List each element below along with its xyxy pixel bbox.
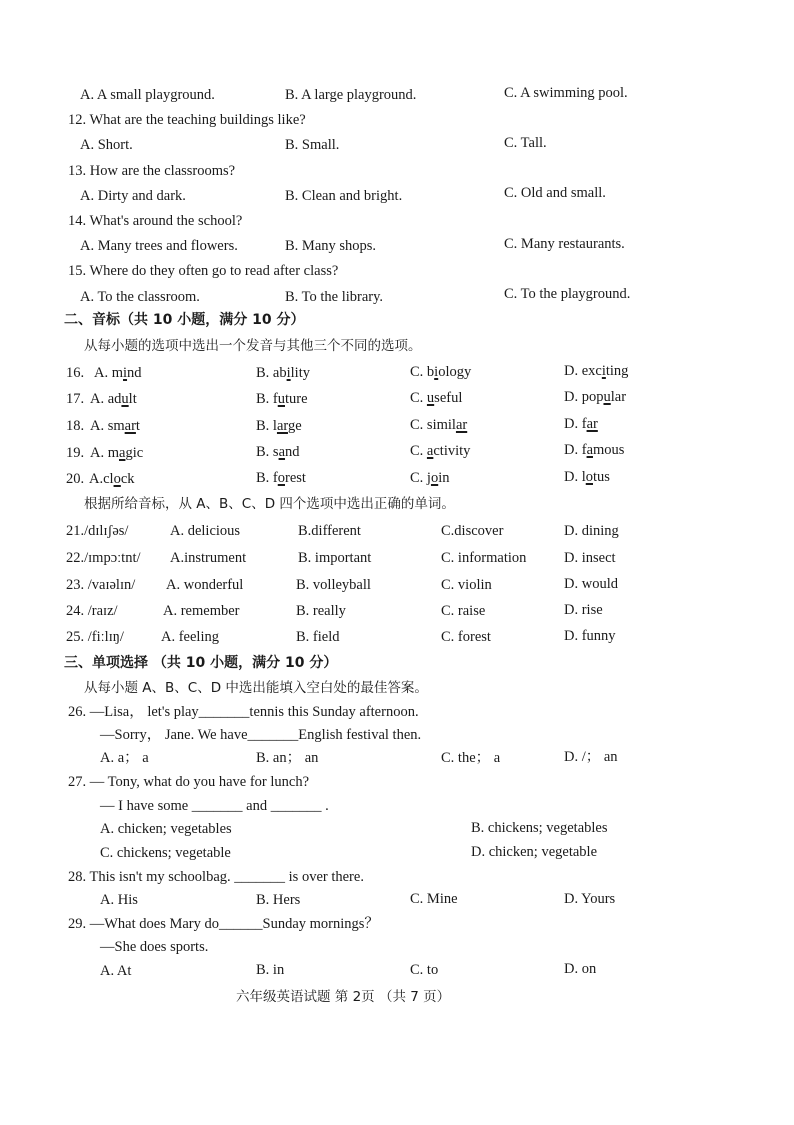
q22-option-a: A.instrument xyxy=(170,550,247,566)
q20-option-c: C. join xyxy=(410,470,450,486)
q20-option-a: A.clock xyxy=(89,471,135,487)
q17-option-a: A. adult xyxy=(90,391,137,407)
q21-option-a: A. delicious xyxy=(170,523,241,539)
q11-option-b: B. A large playground. xyxy=(285,87,417,103)
q28-option-d: D. Yours xyxy=(564,891,616,907)
q21-option-c: C.discover xyxy=(441,523,504,539)
q25-option-d: D. funny xyxy=(564,628,616,644)
section2-title: 二、音标（共 10 小题，满分 10 分） xyxy=(64,312,305,328)
q25-option-c: C. forest xyxy=(441,629,491,645)
q16-option-d: D. exciting xyxy=(564,363,629,379)
q26-stem: 26. —Lisa， let's play_______tennis this Sunday afternoon. xyxy=(68,704,419,720)
q15-option-c: C. To the playground. xyxy=(504,286,631,302)
q28-option-b: B. Hers xyxy=(256,892,301,908)
q17-number: 17. xyxy=(66,391,85,407)
q22-option-d: D. insect xyxy=(564,550,616,566)
q27-reply: — I have some _______ and _______ . xyxy=(100,798,329,814)
q29-option-a: A. At xyxy=(100,963,132,979)
q17-option-b: B. future xyxy=(256,391,308,407)
q28-option-a: A. His xyxy=(100,892,138,908)
q19-option-a: A. magic xyxy=(90,445,144,461)
q16-option-c: C. biology xyxy=(410,364,472,380)
q23-option-a: A. wonderful xyxy=(166,577,244,593)
q18-option-d: D. far xyxy=(564,416,598,432)
q29-option-d: D. on xyxy=(564,961,597,977)
q24-option-d: D. rise xyxy=(564,602,603,618)
q22-option-c: C. information xyxy=(441,550,527,566)
section2-instruction-2: 根据所给音标，从 A、B、C、D 四个选项中选出正确的单词。 xyxy=(84,496,455,512)
q12-option-c: C. Tall. xyxy=(504,135,547,151)
q15-option-b: B. To the library. xyxy=(285,289,384,305)
q27-option-b: B. chickens; vegetables xyxy=(471,820,608,836)
q14-option-a: A. Many trees and flowers. xyxy=(80,238,238,254)
q26-option-a: A. a； a xyxy=(100,750,149,766)
q29-option-c: C. to xyxy=(410,962,439,978)
q29-stem: 29. —What does Mary do______Sunday mornings？ xyxy=(68,916,379,932)
section3-title: 三、单项选择 （共 10 小题，满分 10 分） xyxy=(64,655,338,671)
q12-stem: 12. What are the teaching buildings like? xyxy=(68,112,306,128)
q12-option-a: A. Short. xyxy=(80,137,133,153)
q14-stem: 14. What's around the school? xyxy=(68,213,243,229)
q19-option-d: D. famous xyxy=(564,442,625,458)
q19-number: 19. xyxy=(66,445,85,461)
q25-option-b: B. field xyxy=(296,629,340,645)
q18-number: 18. xyxy=(66,418,85,434)
q20-option-d: D. lotus xyxy=(564,469,610,485)
q12-option-b: B. Small. xyxy=(285,137,340,153)
q27-option-c: C. chickens; vegetable xyxy=(100,845,231,861)
q17-option-c: C. useful xyxy=(410,390,463,406)
q13-stem: 13. How are the classrooms? xyxy=(68,163,236,179)
q22-number: 22./ɪmpɔːtnt/ xyxy=(66,550,141,566)
q23-number: 23. /vaɪəlɪn/ xyxy=(66,577,136,593)
q13-option-c: C. Old and small. xyxy=(504,185,606,201)
q26-reply: —Sorry， Jane. We have_______English festival then. xyxy=(100,727,422,743)
q18-option-a: A. smart xyxy=(90,418,140,434)
q16-option-a: A. mind xyxy=(94,365,142,381)
q14-option-c: C. Many restaurants. xyxy=(504,236,625,252)
q11-option-a: A. A small playground. xyxy=(80,87,215,103)
q24-number: 24. /raɪz/ xyxy=(66,603,118,619)
q23-option-c: C. violin xyxy=(441,577,492,593)
q14-option-b: B. Many shops. xyxy=(285,238,377,254)
q23-option-d: D. would xyxy=(564,576,618,592)
q16-number: 16. xyxy=(66,365,85,381)
q21-option-d: D. dining xyxy=(564,523,619,539)
q11-option-c: C. A swimming pool. xyxy=(504,85,628,101)
q15-option-a: A. To the classroom. xyxy=(80,289,200,305)
q19-option-c: C. activity xyxy=(410,443,471,459)
section3-instruction: 从每小题 A、B、C、D 中选出能填入空白处的最佳答案。 xyxy=(84,680,428,696)
q28-stem: 28. This isn't my schoolbag. _______ is over there. xyxy=(68,869,364,885)
q22-option-b: B. important xyxy=(298,550,372,566)
q24-option-b: B. really xyxy=(296,603,346,619)
q13-option-a: A. Dirty and dark. xyxy=(80,188,186,204)
q27-option-a: A. chicken; vegetables xyxy=(100,821,232,837)
q18-option-c: C. similar xyxy=(410,417,468,433)
q23-option-b: B. volleyball xyxy=(296,577,371,593)
q20-number: 20. xyxy=(66,471,85,487)
q21-number: 21./dɪlɪʃəs/ xyxy=(66,523,129,539)
q29-reply: —She does sports. xyxy=(100,939,209,955)
q18-option-b: B. large xyxy=(256,418,302,434)
q13-option-b: B. Clean and bright. xyxy=(285,188,403,204)
q24-option-a: A. remember xyxy=(163,603,240,619)
q29-option-b: B. in xyxy=(256,962,285,978)
q16-option-b: B. ability xyxy=(256,365,310,381)
q27-option-d: D. chicken; vegetable xyxy=(471,844,598,860)
section2-instruction-1: 从每小题的选项中选出一个发音与其他三个不同的选项。 xyxy=(84,338,422,354)
q25-number: 25. /fiːlɪŋ/ xyxy=(66,629,124,645)
q17-option-d: D. popular xyxy=(564,389,627,405)
q28-option-c: C. Mine xyxy=(410,891,458,907)
q21-option-b: B.different xyxy=(298,523,361,539)
q19-option-b: B. sand xyxy=(256,444,300,460)
q27-stem: 27. — Tony, what do you have for lunch? xyxy=(68,774,310,790)
q25-option-a: A. feeling xyxy=(161,629,219,645)
q15-stem: 15. Where do they often go to read after class? xyxy=(68,263,339,279)
q26-option-c: C. the； a xyxy=(441,750,501,766)
q20-option-b: B. forest xyxy=(256,470,306,486)
q26-option-b: B. an； an xyxy=(256,750,319,766)
q24-option-c: C. raise xyxy=(441,603,486,619)
q26-option-d: D. /； an xyxy=(564,749,618,765)
page-footer: 六年级英语试题 第 2页 （共 7 页） xyxy=(236,989,451,1005)
